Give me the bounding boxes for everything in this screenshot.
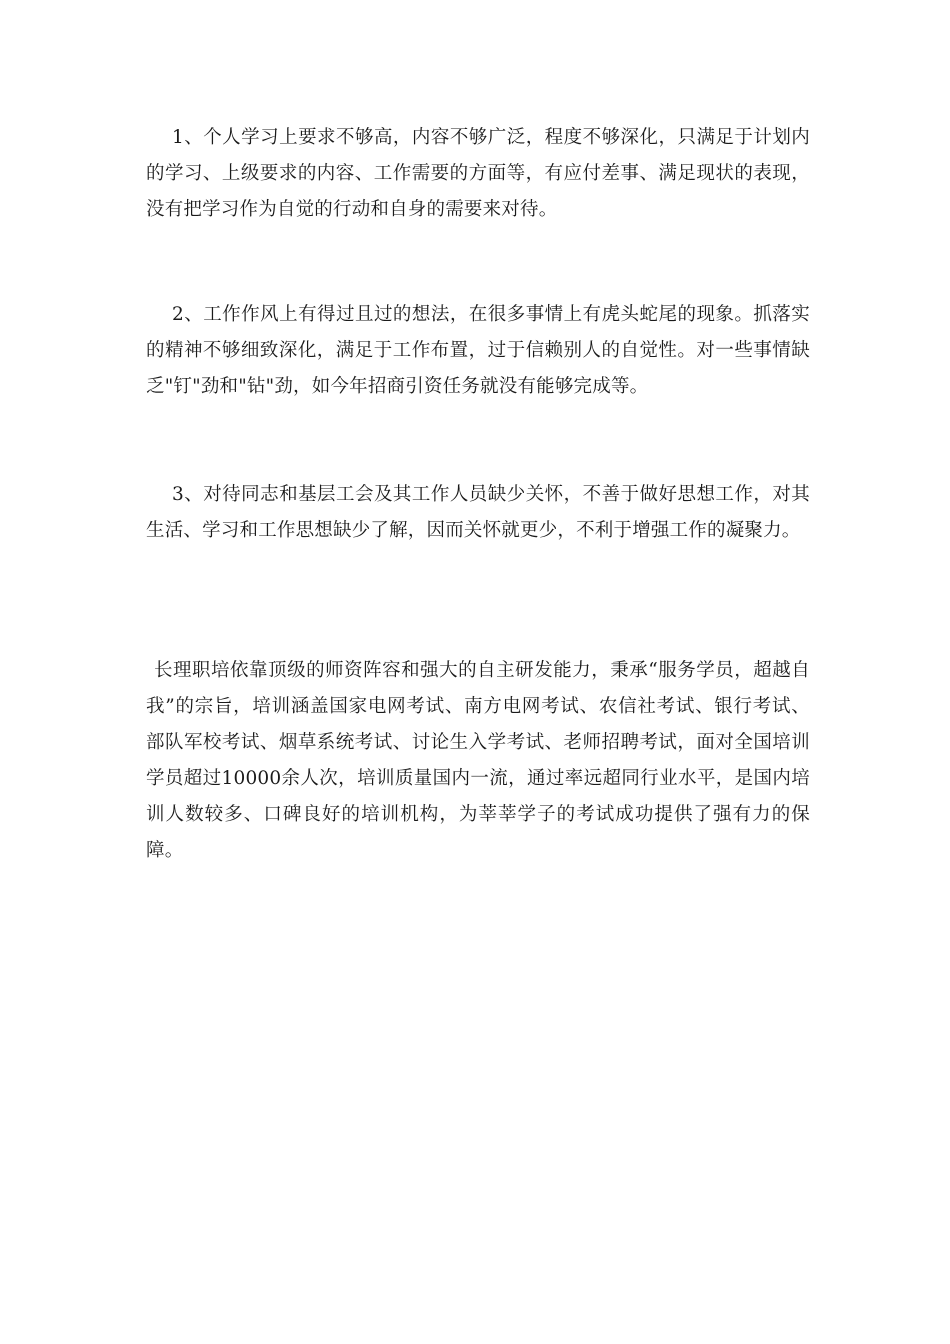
paragraph-training-institution: 长理职培依靠顶级的师资阵容和强大的自主研发能力，秉承“服务学员，超越自我”的宗旨，培训涵盖国家电网考试、南方电网考试、农信社考试、银行考试、部队军校考试、烟草系统考试、讨论生入学考试、老师招聘考试，面对全国培训学员超过10000余人次，培训质量国内一流，通过率远超同行业水平，是国内培训人数较多、口碑良好的培训机构，为莘莘学子的考试成功提供了强有力的保障。: [146, 660, 810, 861]
paragraph-work-style: 2、工作作风上有得过且过的想法，在很多事情上有虎头蛇尾的现象。抓落实的精神不够细致深化，满足于工作布置，过于信赖别人的自觉性。对一些事情缺乏"钉"劲和"钻"劲，如今年招商引资任务就没有能够完成等。: [146, 304, 810, 397]
paragraph-study-shortcomings: 1、个人学习上要求不够高，内容不够广泛，程度不够深化，只满足于计划内的学习、上级要求的内容、工作需要的方面等，有应付差事、满足现状的表现，没有把学习作为自觉的行动和自身的需要来对待。: [146, 127, 810, 220]
paragraph-care-for-colleagues: 3、对待同志和基层工会及其工作人员缺少关怀，不善于做好思想工作，对其生活、学习和工作思想缺少了解，因而关怀就更少，不利于增强工作的凝聚力。: [146, 484, 810, 541]
